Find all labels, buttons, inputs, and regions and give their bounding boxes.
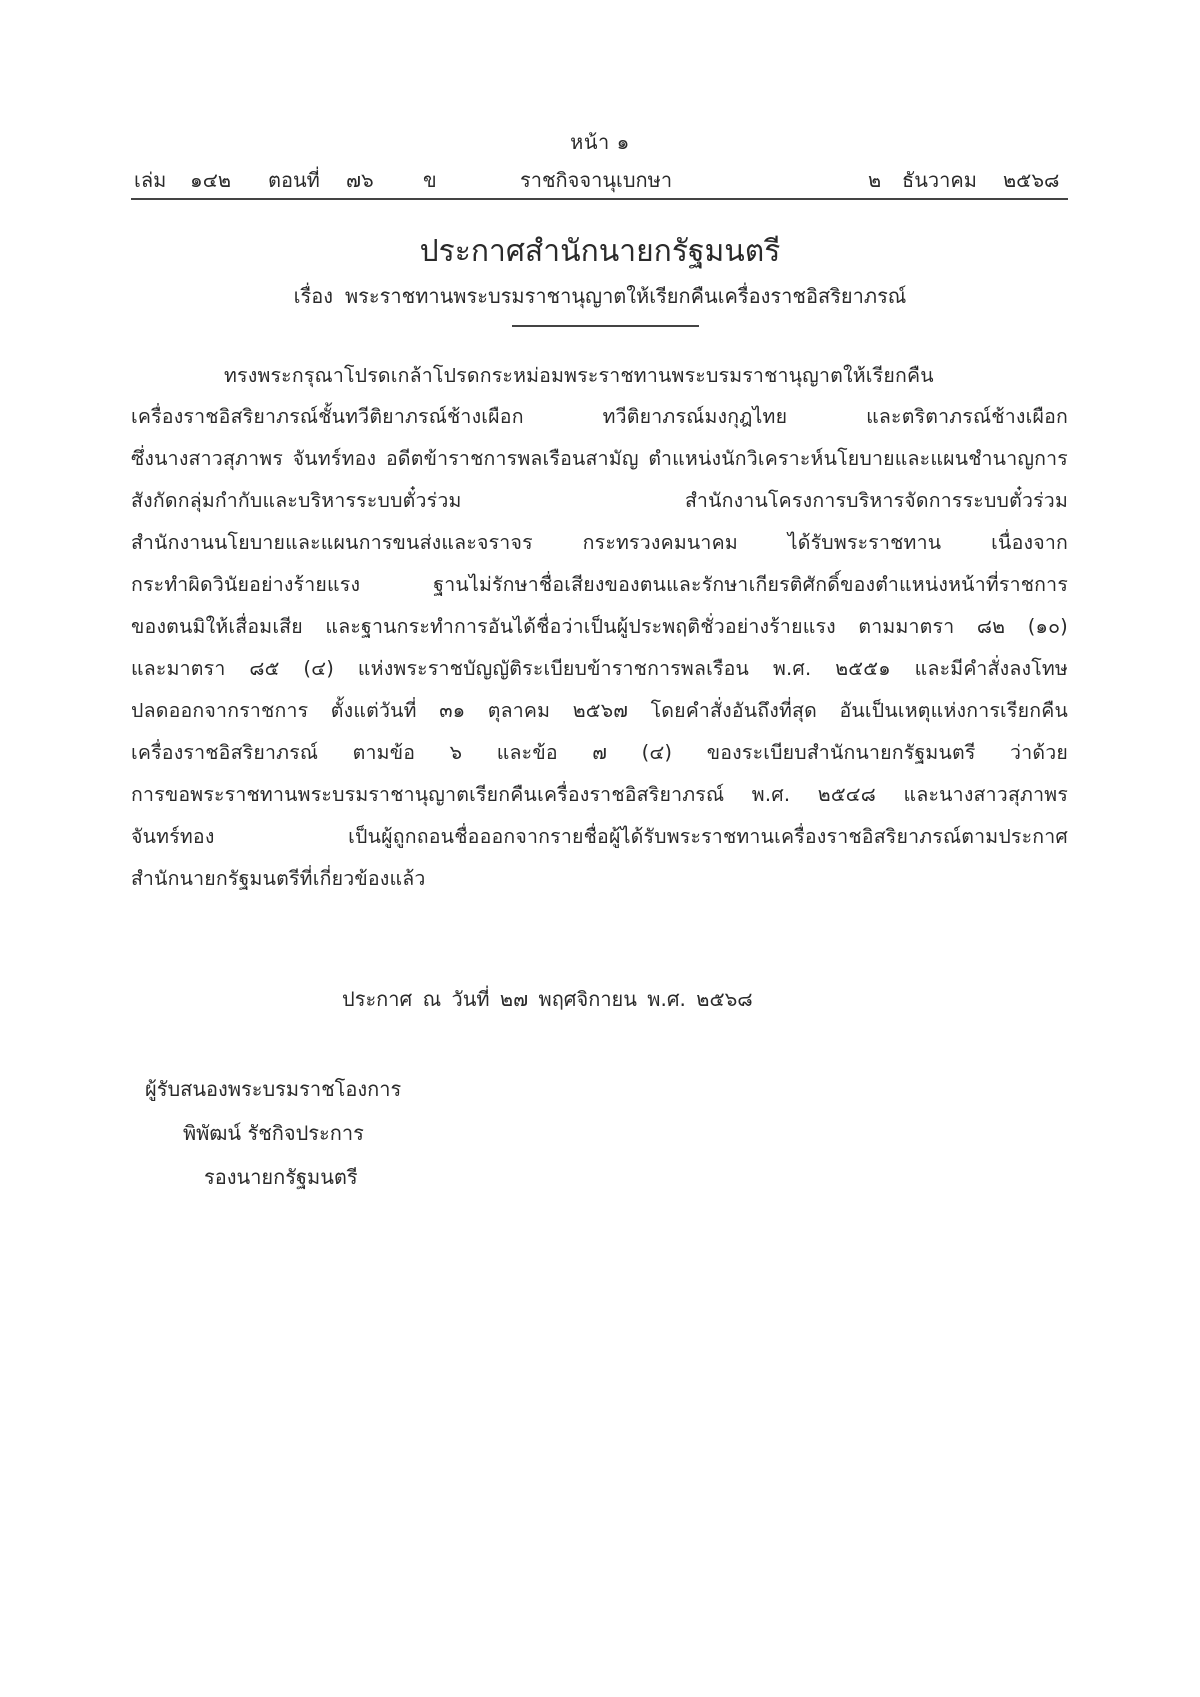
body-line: สังกัดกลุ่มกำกับและบริหารระบบตั๋วร่วม สำนักงานโครงการบริหารจัดการระบบตั๋วร่วม [131, 489, 1068, 512]
date-month: ธันวาคม [902, 168, 977, 192]
header-rule [131, 198, 1068, 200]
page-number: หน้า ๑ [570, 130, 630, 154]
subject-text: พระราชทานพระบรมราชานุญาตให้เรียกคืนเครื่องราชอิสริยาภรณ์ [344, 284, 907, 308]
date-day: ๒ [868, 168, 882, 192]
body-line: จันทร์ทอง เป็นผู้ถูกถอนชื่อออกจากรายชื่อผู้ได้รับพระราชทานเครื่องราชอิสริยาภรณ์ตามประกาศ [131, 825, 1068, 848]
body-line: สำนักงานนโยบายและแผนการขนส่งและจราจร กระทรวงคมนาคม ได้รับพระราชทาน เนื่องจาก [131, 531, 1068, 554]
subject-label: เรื่อง [293, 284, 333, 308]
announcement-date: ประกาศ ณ วันที่ ๒๗ พฤศจิกายน พ.ศ. ๒๕๖๘ [342, 987, 753, 1011]
body-line: กระทำผิดวินัยอย่างร้ายแรง ฐานไม่รักษาชื่อเสียงของตนและรักษาเกียรติศักดิ์ของตำแหน่งหน้าที่ราชการ [131, 573, 1068, 596]
body-line: เครื่องราชอิสริยาภรณ์ ตามข้อ ๖ และข้อ ๗ (๔) ของระเบียบสำนักนายกรัฐมนตรี ว่าด้วย [131, 741, 1068, 764]
issue-label: ตอนที่ [268, 168, 320, 192]
volume-label: เล่ม [134, 168, 167, 192]
body-line: ทรงพระกรุณาโปรดเกล้าโปรดกระหม่อมพระราชทานพระบรมราชานุญาตให้เรียกคืน [224, 364, 934, 387]
signatory-position: รองนายกรัฐมนตรี [204, 1165, 358, 1189]
gazette-name: ราชกิจจานุเบกษา [520, 168, 673, 192]
body-line: ซึ่งนางสาวสุภาพร จันทร์ทอง อดีตข้าราชการพลเรือนสามัญ ตำแหน่งนักวิเคราะห์นโยบายและแผนชำนาญการ [131, 447, 1068, 470]
body-line: ปลดออกจากราชการ ตั้งแต่วันที่ ๓๑ ตุลาคม ๒๕๖๗ โดยคำสั่งอันถึงที่สุด อันเป็นเหตุแห่งการเรียกคืน [131, 699, 1068, 722]
countersign-label: ผู้รับสนองพระบรมราชโองการ [145, 1077, 402, 1101]
body-line: การขอพระราชทานพระบรมราชานุญาตเรียกคืนเครื่องราชอิสริยาภรณ์ พ.ศ. ๒๕๔๘ และนางสาวสุภาพร [131, 783, 1068, 806]
announcement-subject [0, 280, 1200, 312]
body-line: ของตนมิให้เสื่อมเสีย และฐานกระทำการอันได้ชื่อว่าเป็นผู้ประพฤติชั่วอย่างร้ายแรง ตามมาตรา ๘๒ (๑๐) [131, 615, 1068, 638]
issue-number: ๗๖ [346, 168, 374, 192]
body-line: เครื่องราชอิสริยาภรณ์ชั้นทวีติยาภรณ์ช้างเผือก ทวีติยาภรณ์มงกุฎไทย และตริตาภรณ์ช้างเผือก [131, 405, 1068, 428]
signatory-name: พิพัฒน์ รัชกิจประการ [183, 1121, 364, 1145]
announcement-title: ประกาศสำนักนายกรัฐมนตรี [419, 234, 781, 269]
body-line: และมาตรา ๘๕ (๔) แห่งพระราชบัญญัติระเบียบข้าราชการพลเรือน พ.ศ. ๒๕๕๑ และมีคำสั่งลงโทษ [131, 657, 1068, 680]
date-year: ๒๕๖๘ [1003, 168, 1060, 192]
volume-number: ๑๔๒ [190, 168, 232, 192]
title-divider [512, 325, 699, 327]
section-letter: ข [423, 168, 437, 192]
body-line: สำนักนายกรัฐมนตรีที่เกี่ยวข้องแล้ว [131, 867, 426, 890]
